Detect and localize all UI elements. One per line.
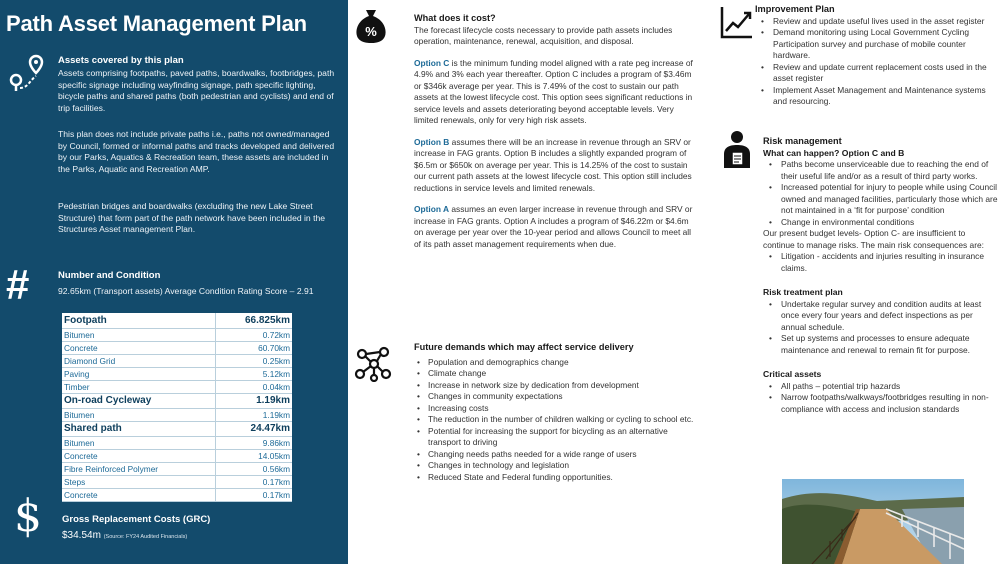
risk-heading: Risk management [763, 136, 842, 146]
improvement-heading: Improvement Plan [755, 4, 835, 14]
asset-table-row [62, 380, 292, 393]
assets-covered-heading: Assets covered by this plan [58, 55, 184, 66]
grc-amount: $34.54m [62, 530, 101, 541]
asset-length-cell: 0.56km [215, 462, 292, 475]
risk-item: • Paths become unserviceable due to reaching the end of their useful life and/or as a result of third party works. [763, 159, 999, 182]
option-a-paragraph [414, 204, 696, 250]
asset-table-row [62, 354, 292, 367]
option-a-text: assumes an even larger increase in revenue through and SRV or increase in FAG grants. Option A includes a program of $46.22m or $4.6m on average per year over the 10-year period and allows Council to meet all of its path asset management requirements when due. [414, 204, 693, 249]
asset-length-table [62, 313, 292, 502]
improvement-list [755, 16, 999, 108]
asset-length-cell: 1.19km [215, 393, 292, 408]
asset-type-cell: Fibre Reinforced Polymer [62, 462, 215, 475]
cost-heading: What does it cost? [414, 13, 496, 23]
asset-type-cell: Bitumen [62, 436, 215, 449]
future-demand-item: • Climate change [414, 368, 696, 380]
cost-section [414, 13, 696, 250]
assets-covered-para-2: This plan does not include private paths i.e., paths not owned/managed by Council, formed or informal paths and tracks developed and delivered by our Parks, Aquatics & Recreation team, these assets are included in the Parks, Aquatic and Recreation AMP. [58, 129, 335, 174]
asset-type-cell: Steps [62, 475, 215, 488]
boardwalk-photo [782, 479, 964, 564]
asset-type-cell: Concrete [62, 341, 215, 354]
option-c-text: is the minimum funding model aligned with a rate peg increase of 4.9% and 3% each year thereafter. Option C includes a program of $3.46m or $346k average per year. This is 7.49% of the cost to sustain our path assets at the lowest lifecycle cost. This option sees significant reductions in service levels and assets deteriorating beyond acceptable levels. Very limited renewals, only for very high risk assets. [414, 57, 693, 125]
future-demands-list [414, 357, 696, 484]
asset-length-cell: 60.70km [215, 341, 292, 354]
number-condition-summary: 92.65km (Transport assets) Average Condition Rating Score – 2.91 [58, 286, 314, 296]
option-b-label: Option B [414, 136, 450, 147]
future-demand-item: • Increasing costs [414, 403, 696, 415]
number-condition-heading: Number and Condition [58, 270, 161, 281]
asset-table-row [62, 436, 292, 449]
asset-length-cell: 0.17km [215, 475, 292, 488]
critical-asset-item: • Narrow footpaths/walkways/footbridges resulting in non-compliance with access and inclusion standards [763, 392, 999, 415]
asset-table-row [62, 341, 292, 354]
future-demand-item: • Changes in technology and legislation [414, 460, 696, 472]
left-panel [0, 0, 348, 564]
treatment-item: • Undertake regular survey and condition audits at least once every four years and defect inspections as per annual schedule. [763, 299, 999, 334]
asset-type-cell: Shared path [62, 421, 215, 436]
asset-table-row [62, 449, 292, 462]
option-c-paragraph [414, 58, 696, 127]
asset-length-cell: 5.12km [215, 367, 292, 380]
option-a-label: Option A [414, 204, 450, 214]
risk-list [763, 159, 999, 228]
asset-type-cell: Footpath [62, 313, 215, 328]
asset-type-cell: Concrete [62, 449, 215, 462]
asset-length-cell: 24.47km [215, 421, 292, 436]
asset-length-cell: 66.825km [215, 313, 292, 328]
future-demands-section [414, 342, 696, 483]
asset-table-row [62, 475, 292, 488]
asset-type-cell: On-road Cycleway [62, 393, 215, 408]
asset-type-cell: Paving [62, 367, 215, 380]
improvement-item: • Demand monitoring using Local Government Cycling Participation survey and purchase of mobile counter hardware. [755, 27, 999, 62]
future-demand-item: • Changing needs paths needed for a wide range of users [414, 449, 696, 461]
asset-length-cell: 0.17km [215, 488, 292, 501]
future-demand-item: • Reduced State and Federal funding opportunities. [414, 472, 696, 484]
treatment-heading: Risk treatment plan [763, 287, 843, 297]
asset-length-cell: 0.72km [215, 328, 292, 341]
risk-consequence-item: • Litigation - accidents and injuries resulting in insurance claims. [763, 251, 999, 274]
future-demand-item: • Potential for increasing the support for bicycling as an alternative transport to driving [414, 426, 696, 449]
asset-table-row [62, 367, 292, 380]
grc-heading: Gross Replacement Costs (GRC) [62, 514, 211, 525]
option-c-label: Option C [414, 57, 450, 68]
risk-item: • Change in environmental conditions [763, 217, 999, 229]
asset-type-cell: Bitumen [62, 408, 215, 421]
page-title: Path Asset Management Plan [6, 11, 307, 36]
option-b-paragraph [414, 137, 696, 195]
improvement-section [755, 4, 999, 108]
treatment-item: • Set up systems and processes to ensure adequate maintenance and renewal to remain fit for purpose. [763, 333, 999, 356]
asset-length-cell: 1.19km [215, 408, 292, 421]
future-demand-item: • Changes in community expectations [414, 391, 696, 403]
risk-subheading: What can happen? Option C and B [763, 147, 905, 158]
svg-text:%: % [365, 24, 377, 39]
person-clipboard-icon [720, 130, 754, 170]
assets-covered-para-1: Assets comprising footpaths, paved paths, boardwalks, footbridges, path specific signage including wayfinding signage, path specific lighting, bicycle paths and shared paths (both pedestrian and cyclists) and end of trip facilities. [58, 68, 335, 113]
asset-type-cell: Diamond Grid [62, 354, 215, 367]
asset-type-cell: Bitumen [62, 328, 215, 341]
risk-section [763, 136, 999, 415]
dollar-icon: $ [14, 491, 42, 542]
option-b-text: assumes there will be an increase in revenue through an SRV or increase in FAG grants. Option B includes a slightly expanded program of $6.5m or $650k on average per year. This is 14.25% of the cost to sustain our current path assets at the lowest lifecycle cost. This option still includes reductions in service levels and limited renewals. [414, 136, 692, 193]
asset-length-cell: 0.25km [215, 354, 292, 367]
asset-table-row [62, 393, 292, 408]
future-demand-item: • Population and demographics change [414, 357, 696, 369]
treatment-list [763, 299, 999, 357]
grc-value [62, 530, 187, 541]
asset-table-row [62, 421, 292, 436]
critical-asset-item: • All paths – potential trip hazards [763, 381, 999, 393]
risk-budget-text: Our present budget levels- Option C- are insufficient to continue to manage risks. The main risk consequences are: [763, 228, 984, 250]
asset-table-row [62, 328, 292, 341]
location-pin-icon [8, 54, 44, 94]
future-demands-heading: Future demands which may affect service delivery [414, 342, 634, 352]
risk-consequence-list [763, 251, 999, 274]
improvement-item: • Review and update current replacement costs used in the asset register [755, 62, 999, 85]
cost-intro: The forecast lifecycle costs necessary to provide path assets includes operation, maintenance, renewal, acquisition, and disposal. [414, 24, 673, 46]
asset-table-row [62, 313, 292, 328]
money-bag-icon [354, 8, 388, 44]
asset-table-row [62, 488, 292, 501]
asset-length-cell: 0.04km [215, 380, 292, 393]
asset-table-row [62, 462, 292, 475]
critical-assets-heading: Critical assets [763, 369, 822, 379]
grc-source: (Source: FY24 Audited Financials) [103, 534, 188, 540]
asset-length-cell: 9.86km [215, 436, 292, 449]
risk-item: • Increased potential for injury to people while using Council owned and managed facilities, particularly those which are not maintained in a ‘fit for purpose’ condition [763, 182, 999, 217]
asset-length-cell: 14.05km [215, 449, 292, 462]
trend-chart-icon [720, 5, 754, 39]
asset-type-cell: Concrete [62, 488, 215, 501]
future-demand-item: • The reduction in the number of children walking or cycling to school etc. [414, 414, 696, 426]
critical-assets-list [763, 381, 999, 416]
improvement-item: • Review and update useful lives used in the asset register [755, 16, 999, 28]
network-icon [354, 346, 394, 382]
assets-covered-para-3: Pedestrian bridges and boardwalks (excluding the new Lake Street Structure) that form part of the path network have been included in the Structures Asset management Plan. [58, 201, 326, 235]
asset-type-cell: Timber [62, 380, 215, 393]
future-demand-item: • Increase in network size by dedication from development [414, 380, 696, 392]
hash-icon: # [6, 261, 30, 308]
improvement-item: • Implement Asset Management and Maintenance systems and resourcing. [755, 85, 999, 108]
asset-table-row [62, 408, 292, 421]
